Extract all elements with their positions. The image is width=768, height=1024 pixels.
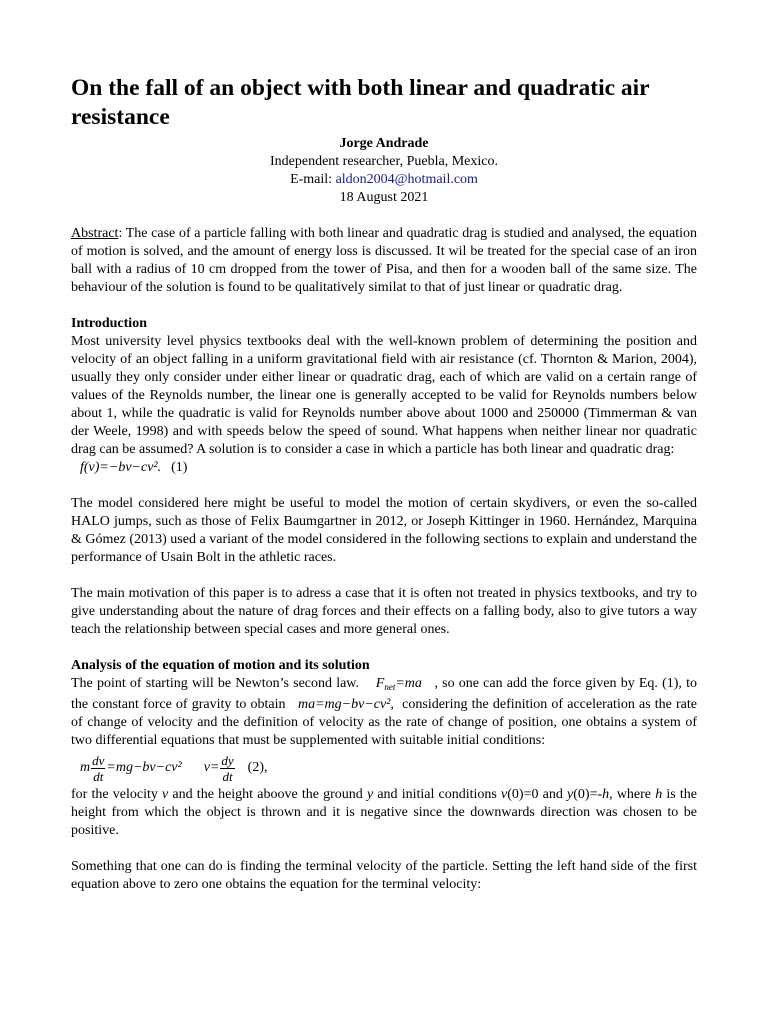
eq2-fraction-dy-dt (220, 753, 234, 784)
newton-rhs: =ma (395, 676, 422, 691)
eq2-den1: dt (93, 768, 104, 784)
email-link[interactable]: aldon2004@hotmail.com (335, 172, 478, 187)
analysis-p1-text-a: The point of starting will be Newton’s second law. (71, 676, 360, 691)
p2-ic1b: (0)=0 and (507, 787, 568, 802)
email-line (71, 171, 697, 189)
equation-1-number: (1) (171, 460, 188, 475)
eq2-v: v= (203, 760, 220, 775)
equation-1-body: f(v)=−bv−cv². (80, 460, 162, 475)
author-name: Jorge Andrade (339, 136, 429, 151)
p2-y: y (366, 787, 374, 802)
analysis-p1-text-c: considering the definition of acceleration as the rate of change of velocity and the definition of velocity as the rate of change of position, one obtains a system of two differential equations that must be supplemented with suitable initial conditions: (71, 697, 697, 748)
p2-e: is the height from which the object is thrown and it is negative since the downwards direction was chosen to be positive. (71, 787, 697, 838)
abstract (71, 225, 697, 297)
date: 18 August 2021 (339, 190, 429, 205)
p2-v: v (162, 787, 169, 802)
intro-paragraph-2: The model considered here might be useful to model the motion of certain skydivers, or even the so-called HALO jumps, such as those of Felix Baumgartner in 2012, or Joseph Kittinger in 1960. Hernández, Marquina & Gómez (2013) used a variant of the model considered in the following sections to explain and understand the performance of Usain Bolt in the athletic races. (71, 496, 697, 565)
p2-h2: h (655, 787, 663, 802)
analysis-paragraph-3: Something that one can do is finding the terminal velocity of the particle. Setting the left hand side of the first equation above to zero one obtains the equation for the terminal velocity: (71, 859, 697, 892)
eq2-fraction-dv-dt (91, 753, 105, 784)
paper-body (71, 74, 697, 894)
intro-paragraph-3: The main motivation of this paper is to adress a case that it is often not treated in physics textbooks, and try to give understanding about the nature of drag forces and their effects on a falling body, also to give tutors a way teach the relationship between special cases and more general ones. (71, 586, 697, 637)
newton-F: F (375, 676, 385, 691)
section-heading-analysis: Analysis of the equation of motion and its solution (71, 658, 370, 673)
eq2-m: m (80, 760, 91, 775)
eq2-rhs: =mg−bv−cv² (106, 760, 182, 775)
equation-1 (71, 459, 697, 477)
newton-sub: net (384, 682, 396, 692)
analysis-p1-text-b: , so one can add the force given by Eq. (1), to the constant force of gravity to obtain (71, 676, 698, 712)
p2-ic1: v (501, 787, 508, 802)
abstract-label: Abstract (71, 226, 119, 241)
p2-b: and the height aboove the ground (168, 787, 367, 802)
analysis-paragraph-1 (71, 675, 697, 750)
equation-2 (71, 750, 697, 786)
p2-c: and initial conditions (373, 787, 502, 802)
analysis-paragraph-2 (71, 786, 697, 840)
section-heading-introduction: Introduction (71, 316, 147, 331)
email-label: E-mail: (290, 172, 336, 187)
intro-paragraph-1: Most university level physics textbooks deal with the well-known problem of determining the position and velocity of an object falling in a uniform gravitational field with air resistance (cf. Thornton & Marion, 2004), usually they only consider under either linear or quadratic drag, each of which are valid on a certain range of values of the Reynolds number, the linear one is generally accepted to be valid for Reynolds numbers below about 1, while the quadratic is valid for Reynolds number above about 1000 and 250000 (Timmerman & van der Weele, 1998) and with speeds below the speed of sound. What happens when neither linear nor quadratic drag can be assumed? A solution is to consider a case in which a particle has both linear and quadratic drag: (71, 334, 697, 457)
abstract-text: : The case of a particle falling with both linear and quadratic drag is studied and analysed, the equation of motion is solved, and the amount of energy loss is discussed. It wil be treated for the special case of an iron ball with a radius of 10 cm dropped from the tower of Pisa, and then for a wooden ball of the same size. The behaviour of the solution is found to be qualitatively similat to that of just linear or quadratic drag. (71, 226, 697, 295)
p2-ic2: y (567, 787, 574, 802)
p2-ic2b: (0)=- (573, 787, 603, 802)
eq2-num1: dv (92, 752, 105, 768)
eq2-num2: dy (221, 752, 234, 768)
eq2-den2: dt (222, 768, 233, 784)
paper-title: On the fall of an object with both linear and quadratic air resistance (71, 75, 650, 130)
newton-equation (376, 676, 422, 691)
p2-h: h (602, 787, 610, 802)
inline-equation: ma=mg−bv−cv², (297, 697, 394, 712)
p2-a: for the velocity (71, 787, 163, 802)
p2-d: , where (609, 787, 656, 802)
equation-2-number: (2), (247, 760, 268, 775)
affiliation: Independent researcher, Puebla, Mexico. (269, 154, 498, 169)
